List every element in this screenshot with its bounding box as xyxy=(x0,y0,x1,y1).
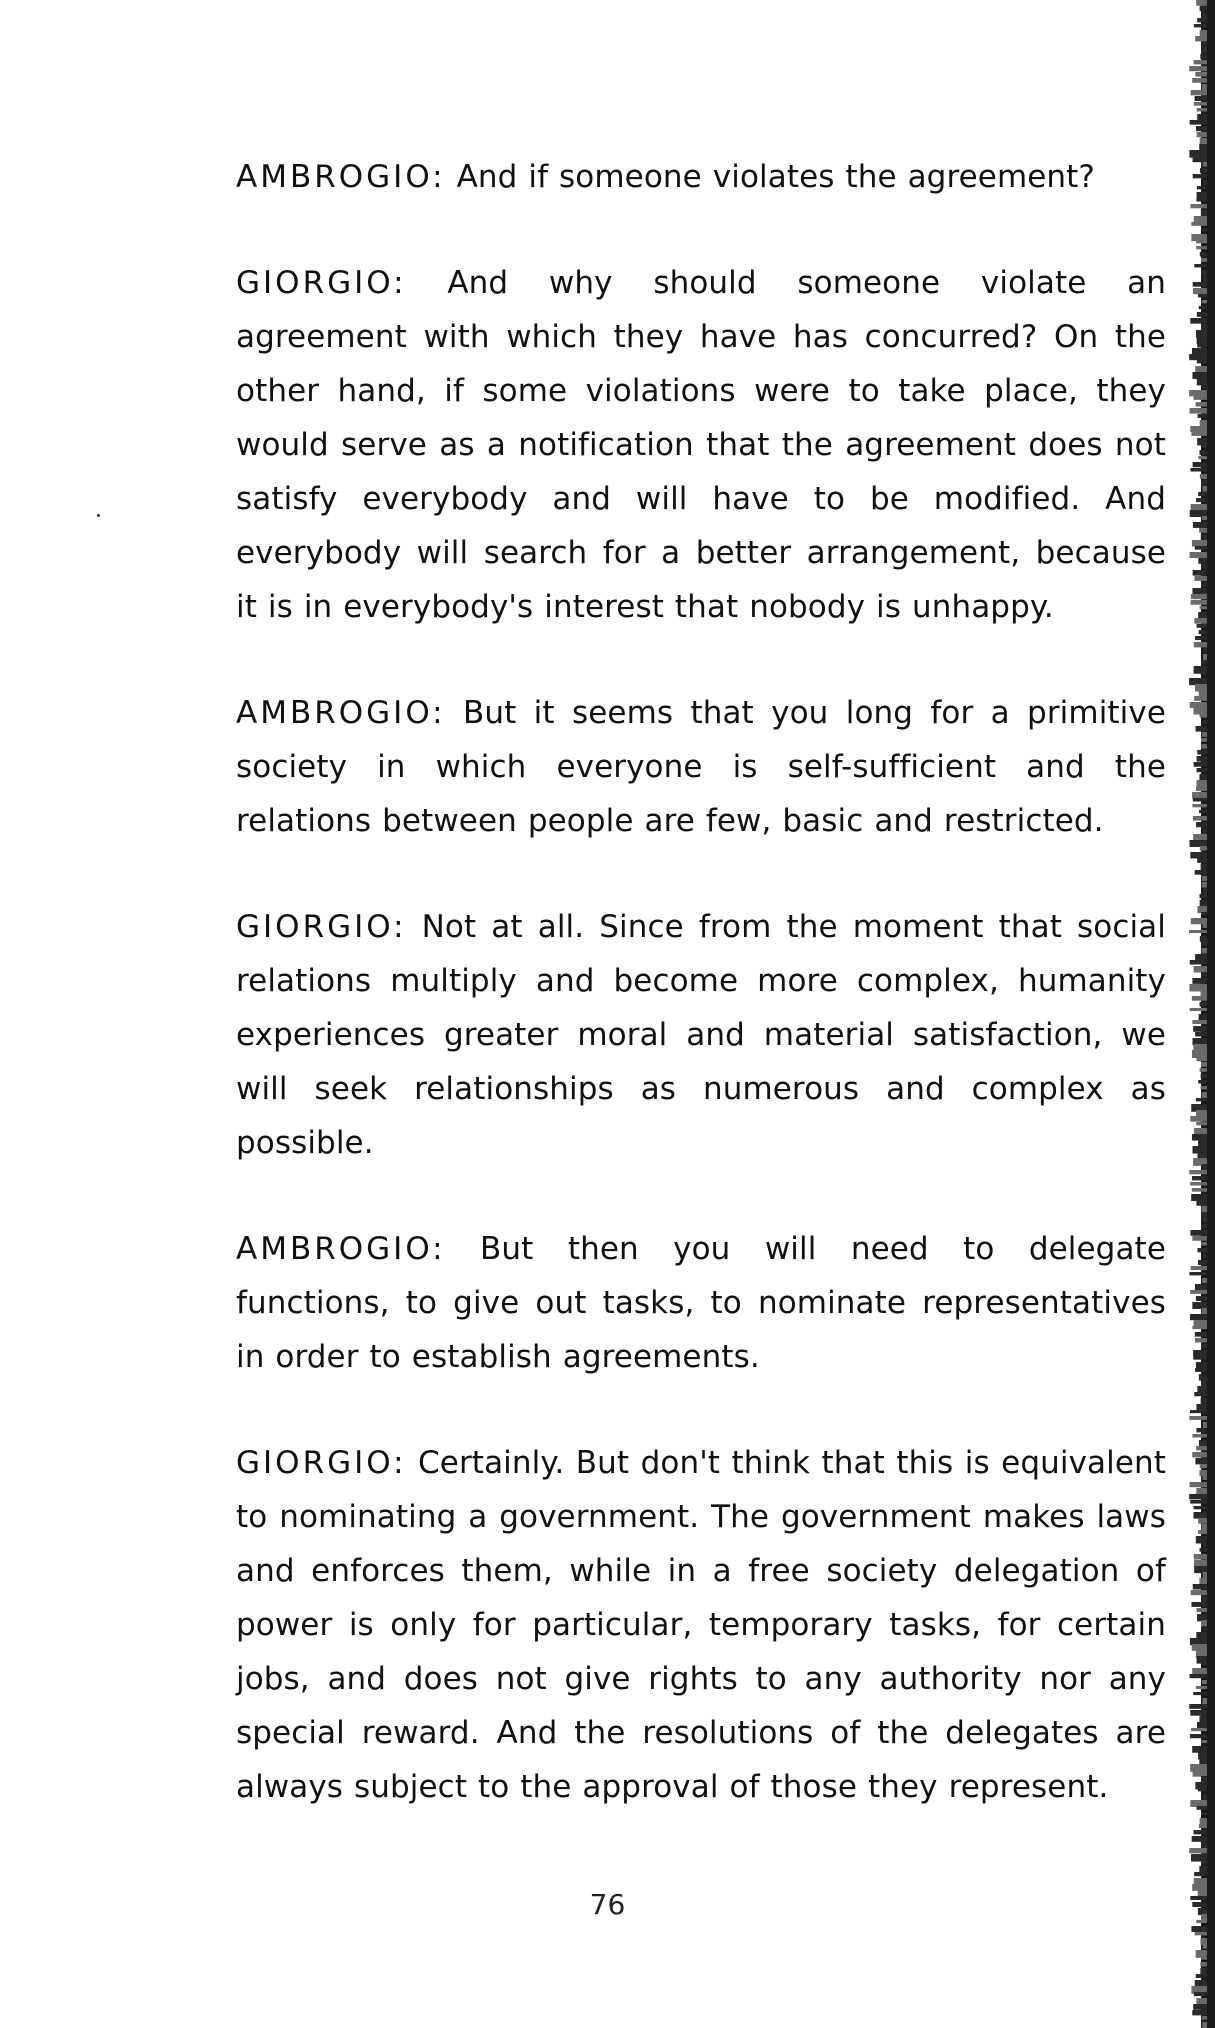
scanned-binding-edge xyxy=(1185,0,1215,2028)
dialogue-paragraph-2 xyxy=(236,256,1166,634)
speaker-name: GIORGIO: xyxy=(236,1445,407,1481)
dialogue-paragraph-4 xyxy=(236,900,1166,1170)
dialogue-paragraph-1 xyxy=(236,150,1166,204)
dialogue-paragraph-5 xyxy=(236,1222,1166,1384)
speaker-name: GIORGIO: xyxy=(236,909,407,945)
page-number: 76 xyxy=(589,1888,626,1921)
dialogue-line: Not at all. Since from the moment that social relations multiply and become more complex, humanity experiences greater moral and material satisfaction, we will seek relationships as numerous and complex as possible. xyxy=(236,909,1166,1161)
dialogue-line: Certainly. But don't think that this is equivalent to nominating a government. The government makes laws and enforces them, while in a free society delegation of power is only for particular, temporary tasks, for certain jobs, and does not give rights to any authority nor any special reward. And the resolutions of the delegates are always subject to the approval of those they represent. xyxy=(236,1445,1166,1805)
speaker-name: AMBROGIO: xyxy=(236,1231,446,1267)
dialogue-text xyxy=(236,150,1166,1866)
dialogue-paragraph-6 xyxy=(236,1436,1166,1814)
dialogue-line: But then you will need to delegate functions, to give out tasks, to nominate representatives in order to establish agreements. xyxy=(236,1231,1166,1375)
scan-speck xyxy=(97,514,100,517)
binding-edge-texture xyxy=(1185,0,1215,2028)
speaker-name: GIORGIO: xyxy=(236,265,407,301)
dialogue-line: And if someone violates the agreement? xyxy=(456,159,1095,195)
dialogue-paragraph-3 xyxy=(236,686,1166,848)
dialogue-line: But it seems that you long for a primitive society in which everyone is self-sufficient and the relations between people are few, basic and restricted. xyxy=(236,695,1166,839)
speaker-name: AMBROGIO: xyxy=(236,695,446,731)
speaker-name: AMBROGIO: xyxy=(236,159,446,195)
dialogue-line: And why should someone violate an agreement with which they have has concurred? On the other hand, if some violations were to take place, they would serve as a notification that the agreement does not satisfy everybody and will have to be modified. And everybody will search for a better arrangement, because it is in everybody's interest that nobody is unhappy. xyxy=(236,265,1166,625)
